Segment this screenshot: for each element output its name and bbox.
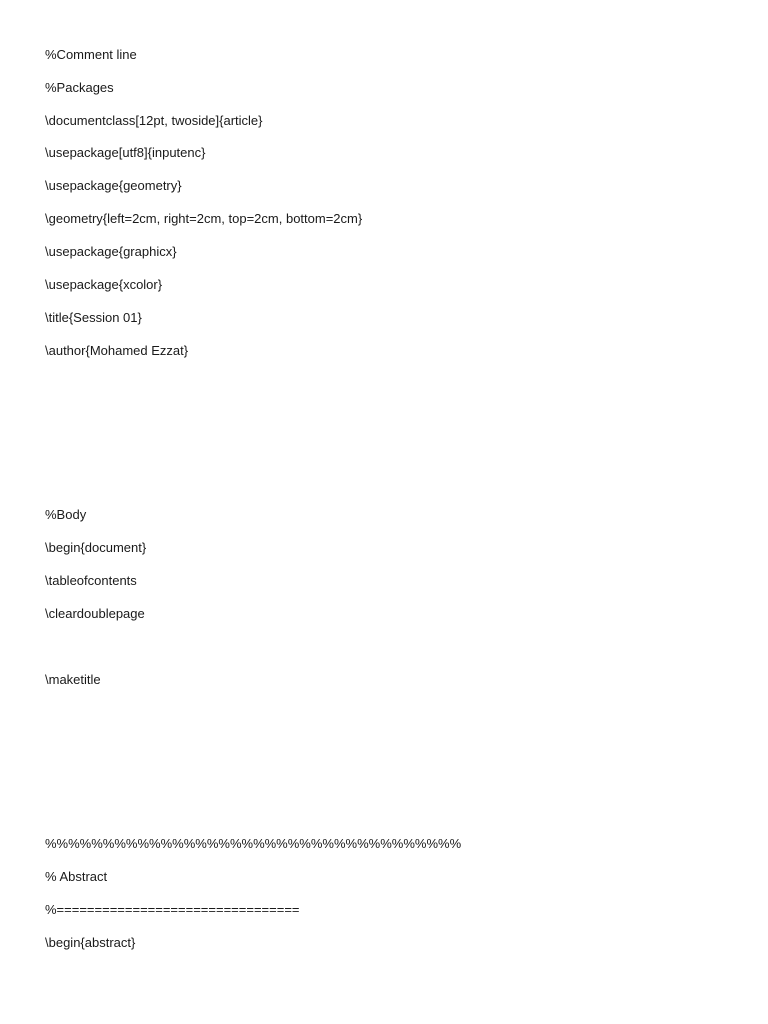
text-line: \documentclass[12pt, twoside]{article}	[45, 113, 263, 128]
text-line: %%%%%%%%%%%%%%%%%%%%%%%%%%%%%%%%%%%%	[45, 836, 462, 851]
text-line: %Body	[45, 507, 87, 522]
text-line: \usepackage[utf8]{inputenc}	[45, 145, 206, 160]
text-line: \begin{document}	[45, 540, 147, 555]
text-line: %================================	[45, 902, 300, 917]
text-line: \maketitle	[45, 672, 101, 687]
text-line: %Packages	[45, 80, 114, 95]
text-line: \usepackage{geometry}	[45, 178, 182, 193]
text-line: \cleardoublepage	[45, 606, 145, 621]
text-line: % Abstract	[45, 869, 108, 884]
text-line: \geometry{left=2cm, right=2cm, top=2cm, bottom=2cm}	[45, 211, 363, 226]
text-line: \begin{abstract}	[45, 935, 136, 950]
text-line: \title{Session 01}	[45, 310, 142, 325]
text-line: \author{Mohamed Ezzat}	[45, 343, 189, 358]
text-line: \usepackage{xcolor}	[45, 277, 163, 292]
text-line: \tableofcontents	[45, 573, 137, 588]
text-line: %Comment line	[45, 47, 137, 62]
text-line: \usepackage{graphicx}	[45, 244, 177, 259]
